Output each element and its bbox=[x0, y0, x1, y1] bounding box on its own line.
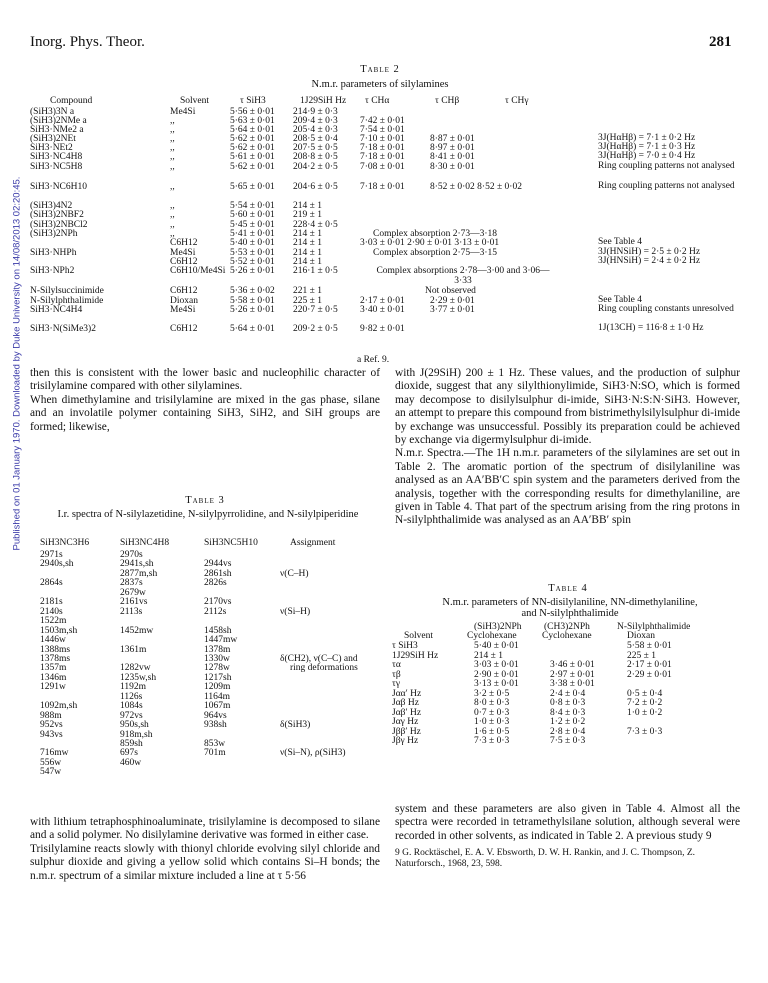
table4-solvent-cell: Dioxan bbox=[627, 631, 655, 641]
table2-cell: 7·08 ± 0·01 bbox=[360, 162, 405, 172]
table2-cell: Me4Si bbox=[170, 248, 196, 258]
table3-cell: 1291w bbox=[40, 682, 66, 693]
table3-cell: 943vs bbox=[40, 729, 63, 740]
table3-title: I.r. spectra of N-silylazetidine, N-silylpyrrolidine, and N-silylpiperidine bbox=[57, 509, 359, 520]
table2 bbox=[30, 96, 750, 361]
table2-cell: ,, bbox=[170, 210, 175, 220]
table3-cell: 2170vs bbox=[204, 597, 232, 608]
table2-cell: Ring coupling constants unresolved bbox=[598, 304, 734, 314]
table4-cell: 2·29 ± 0·01 bbox=[627, 669, 672, 680]
table4-cell: 2·90 ± 0·01 bbox=[474, 669, 519, 680]
table2-cell: (SiH3)2NBF2 bbox=[30, 210, 84, 220]
download-watermark: Published on 01 January 1970. Downloaded by Duke University on 14/08/2013 02:20:45. bbox=[11, 176, 23, 551]
table2-cell: SiH3·NC6H10 bbox=[30, 182, 88, 192]
table3-cell: 1446w bbox=[40, 635, 66, 646]
table4-cell: 1·0 ± 0·2 bbox=[627, 707, 663, 718]
table3-cell: 2161vs bbox=[120, 597, 148, 608]
table2-cell: 208·5 ± 0·4 bbox=[293, 134, 338, 144]
table2-footnote: a Ref. 9. bbox=[357, 355, 390, 365]
table2-cell: 5·62 ± 0·01 bbox=[230, 134, 275, 144]
table2-cell: 208·8 ± 0·5 bbox=[293, 152, 338, 162]
table3-cell: 1209m bbox=[204, 682, 231, 693]
table2-cell: 216·1 ± 0·5 bbox=[293, 266, 338, 276]
table4-cell: 225 ± 1 bbox=[627, 650, 656, 661]
table3-cell: 1458sh bbox=[204, 625, 232, 636]
table2-header-cell: τ CHγ bbox=[505, 96, 529, 106]
table4-cell: 2·4 ± 0·4 bbox=[550, 688, 586, 699]
table2-cell: C6H12 bbox=[170, 286, 198, 296]
table3-cell: 1164m bbox=[204, 691, 231, 702]
table2-cell: 214 ± 1 bbox=[293, 238, 322, 248]
table3-cell: 2140s bbox=[40, 606, 63, 617]
table4-cell: Jαγ Hz bbox=[392, 717, 419, 727]
table2-cell: ,, bbox=[170, 162, 175, 172]
table3-cell: 2837s bbox=[120, 578, 143, 589]
table2-cell: SiH3·NHPh bbox=[30, 248, 77, 258]
table2-cell: 220·7 ± 0·5 bbox=[293, 305, 338, 315]
table4-cell: 1·6 ± 0·5 bbox=[474, 726, 510, 737]
table3-cell: 2941s,sh bbox=[120, 559, 154, 570]
table4-cell: Jαβ′ Hz bbox=[392, 707, 422, 718]
table2-cell: 5·62 ± 0·01 bbox=[230, 162, 275, 172]
table2-cell: 7·42 ± 0·01 bbox=[360, 116, 405, 126]
table2-cell: 7·18 ± 0·01 bbox=[360, 182, 405, 192]
table4-cell: 7·3 ± 0·3 bbox=[474, 736, 510, 746]
table3-cell: 2864s bbox=[40, 578, 63, 589]
table2-cell: 2·17 ± 0·01 bbox=[360, 296, 405, 306]
table2-header-cell: τ SiH3 bbox=[240, 96, 266, 106]
table2-cell: Ring coupling patterns not analysed bbox=[598, 161, 735, 171]
table4-solvent-cell: Cyclohexane bbox=[467, 631, 517, 641]
right-column-text-top: with J(29SiH) 200 ± 1 Hz. These values, and the production of sulphur dioxide, suggest that any silylthionylimide, SiH3·N:SO, which is formed may decompose to disilylsulphur di-imide, SiH3·N:S:N·SiH3. However, an attempt to prepare this compound from bistrimethylsilylsulphur di-imide by exchange was unsuccessful. Possibly its preparation could be achieved by exchange via digermylsulphur di-imide. N.m.r. Spectra.—The 1H n.m.r. parameters of the silylamines are set out in Table 2. The aromatic portion of the spectrum of disilylaniline was analysed as an AA′BB′C spin system and the parameters derived from the analysis, together with the corresponding results for dimethylaniline, are given in Table 4. That part of the spectrum arising from the ring protons in N-silylphthalimide was analysed as an AA′BB′ spin bbox=[395, 367, 740, 527]
table2-cell: 9·82 ± 0·01 bbox=[360, 324, 405, 334]
table3-header-cell: SiH3NC5H10 bbox=[204, 538, 258, 548]
table4-cell: 8·0 ± 0·3 bbox=[474, 698, 510, 708]
table4-cell: 2·97 ± 0·01 bbox=[550, 669, 595, 680]
table2-cell: 5·40 ± 0·01 bbox=[230, 238, 275, 248]
table4-cell: Jαα′ Hz bbox=[392, 688, 422, 699]
table3-cell: 853w bbox=[204, 739, 226, 749]
table4-cell: 1J29SiH Hz bbox=[392, 650, 439, 661]
table3-cell: 2112s bbox=[204, 606, 227, 617]
table3-cell: 1217sh bbox=[204, 672, 232, 683]
table2-cell: SiH3·NC4H4 bbox=[30, 305, 83, 315]
table2-cell: 5·65 ± 0·01 bbox=[230, 182, 275, 192]
table2-cell: 3J(HαHβ) = 7·0 ± 0·4 Hz bbox=[598, 151, 696, 161]
table3-cell: 697s bbox=[120, 748, 138, 759]
table2-cell: SiH3·N(SiMe3)2 bbox=[30, 324, 96, 334]
table2-cell: 5·53 ± 0·01 bbox=[230, 248, 275, 258]
table2-label: Table 2 bbox=[360, 64, 400, 75]
table3-cell: 859sh bbox=[120, 739, 143, 749]
table2-cell: 3·40 ± 0·01 bbox=[360, 305, 405, 315]
table2-cell: (SiH3)2NEt bbox=[30, 134, 76, 144]
table2-cell: C6H10/Me4Si bbox=[170, 266, 226, 276]
table2-cell: 7·18 ± 0·01 bbox=[360, 152, 405, 162]
table2-cell: See Table 4 bbox=[598, 237, 643, 247]
table2-cell: 219 ± 1 bbox=[293, 210, 322, 220]
table2-cell: 3·77 ± 0·01 bbox=[430, 305, 475, 315]
table2-cell: 205·4 ± 0·3 bbox=[293, 125, 338, 135]
table3-cell: ν(Si–H) bbox=[280, 606, 311, 617]
table2-cell: 8·41 ± 0·01 bbox=[430, 152, 475, 162]
table2-cell: 3·03 ± 0·01 2·90 ± 0·01 3·13 ± 0·01 bbox=[360, 238, 500, 248]
table2-header-cell: Solvent bbox=[180, 96, 210, 106]
table4-cell: 1·2 ± 0·2 bbox=[550, 717, 586, 727]
table4-label: Table 4 bbox=[548, 583, 588, 594]
table2-cell: 204·6 ± 0·5 bbox=[293, 182, 338, 192]
table2-cell: 5·62 ± 0·01 bbox=[230, 143, 275, 153]
table2-cell: ,, bbox=[170, 116, 175, 126]
table2-cell: 214 ± 1 bbox=[293, 229, 322, 239]
table4-solvent-label: Solvent bbox=[404, 631, 434, 641]
table2-cell: (SiH3)2NPh bbox=[30, 229, 78, 239]
table4-cell: τγ bbox=[392, 679, 401, 689]
table3-cell: 1447mw bbox=[204, 635, 238, 646]
table3-cell: δ(SiH3) bbox=[280, 720, 311, 731]
table2-cell: 225 ± 1 bbox=[293, 296, 322, 306]
table2-cell: 3J(HNSiH) = 2·4 ± 0·2 Hz bbox=[598, 256, 701, 266]
table4-cell: 214 ± 1 bbox=[474, 650, 503, 661]
table2-cell: 228·4 ± 0·5 bbox=[293, 220, 338, 230]
table2-cell: ,, bbox=[170, 152, 175, 162]
table3-cell: 1126s bbox=[120, 691, 143, 702]
table3-cell: 547w bbox=[40, 767, 62, 778]
table2-cell: ,, bbox=[170, 229, 175, 239]
table2-cell: N-Silylsuccinimide bbox=[30, 286, 104, 296]
table2-cell: Ring coupling patterns not analysed bbox=[598, 181, 735, 191]
table2-header-cell: Compound bbox=[50, 96, 93, 106]
table2-cell: 5·56 ± 0·01 bbox=[230, 107, 275, 117]
running-head: Inorg. Phys. Theor. bbox=[30, 34, 145, 50]
table3-cell: 918m,sh bbox=[120, 729, 153, 740]
table3-label: Table 3 bbox=[185, 495, 225, 506]
table2-cell: 2·29 ± 0·01 bbox=[430, 296, 475, 306]
table4-cell: 3·46 ± 0·01 bbox=[550, 660, 595, 670]
table2-cell: 3J(HαHβ) = 7·1 ± 0·3 Hz bbox=[598, 142, 696, 152]
table3-cell: 2971s bbox=[40, 550, 63, 560]
table4-header-cell: (CH3)2NPh bbox=[544, 622, 590, 632]
table3-cell: 2679w bbox=[120, 587, 146, 598]
table3-cell: 716mw bbox=[40, 748, 69, 759]
table4-cell: 7·2 ± 0·2 bbox=[627, 698, 663, 708]
table2-cell: 3J(HαHβ) = 7·1 ± 0·2 Hz bbox=[598, 133, 696, 143]
table4-cell: 2·8 ± 0·4 bbox=[550, 726, 586, 737]
table2-cell: ,, bbox=[170, 125, 175, 135]
table2-cell: 209·2 ± 0·5 bbox=[293, 324, 338, 334]
table2-cell: SiH3·NPh2 bbox=[30, 266, 75, 276]
table2-cell: 5·41 ± 0·01 bbox=[230, 229, 275, 239]
table4-solvent-cell: Cyclohexane bbox=[542, 631, 592, 641]
table3-header-cell: SiH3NC3H6 bbox=[40, 538, 90, 548]
table2-cell: Me4Si bbox=[170, 305, 196, 315]
table3 bbox=[32, 538, 382, 785]
table3-cell: 1346m bbox=[40, 672, 67, 683]
table2-cell: 7·10 ± 0·01 bbox=[360, 134, 405, 144]
table2-cell: 5·60 ± 0·01 bbox=[230, 210, 275, 220]
table2-cell: 5·45 ± 0·01 bbox=[230, 220, 275, 230]
table2-cell: SiH3·NC4H8 bbox=[30, 152, 83, 162]
table3-cell: 2861sh bbox=[204, 568, 232, 579]
table2-cell: 5·36 ± 0·02 bbox=[230, 286, 275, 296]
table2-cell: 207·5 ± 0·5 bbox=[293, 143, 338, 153]
table3-cell: ν(Si–N), ρ(SiH3) bbox=[280, 748, 346, 759]
table4-cell: 1·0 ± 0·3 bbox=[474, 717, 510, 727]
table3-cell: 2940s,sh bbox=[40, 559, 74, 570]
table2-cell: 221 ± 1 bbox=[293, 286, 322, 296]
table4-title: N.m.r. parameters of NN-disilylaniline, NN-dimethylaniline, and N-silylphthalimide bbox=[442, 597, 698, 619]
table3-cell: 1092m,sh bbox=[40, 701, 78, 712]
table2-cell: Complex absorption 2·73—3·18 bbox=[373, 229, 498, 239]
page-number: 281 bbox=[709, 34, 732, 50]
table3-cell: 1192m bbox=[120, 682, 147, 693]
table4 bbox=[392, 622, 742, 782]
table4-cell: 3·38 ± 0·01 bbox=[550, 679, 595, 689]
table3-cell: 1357m bbox=[40, 663, 67, 674]
table2-cell: 214 ± 1 bbox=[293, 257, 322, 267]
table3-cell: 2113s bbox=[120, 606, 143, 617]
table3-cell: 972vs bbox=[120, 710, 143, 721]
table3-cell: 2944vs bbox=[204, 559, 232, 570]
table3-cell: 2826s bbox=[204, 578, 227, 589]
table3-header-cell: Assignment bbox=[290, 538, 336, 548]
table2-cell: 5·61 ± 0·01 bbox=[230, 152, 275, 162]
right-column-text-bottom: system and these parameters are also given in Table 4. Almost all the spectra were recorded in tetramethylsilane solution, although several were recorded in other solvents, as indicated in Table 2. A previous study 9 bbox=[395, 803, 740, 842]
table2-cell: SiH3·NMe2 a bbox=[30, 125, 84, 135]
table2-cell: 8·30 ± 0·01 bbox=[430, 162, 475, 172]
table2-cell: 8·52 ± 0·02 8·52 ± 0·02 bbox=[430, 182, 522, 192]
table2-cell: 8·87 ± 0·01 bbox=[430, 134, 475, 144]
table4-cell: τ SiH3 bbox=[392, 641, 418, 651]
table3-cell: 1235w,sh bbox=[120, 672, 157, 683]
table2-cell: Me4Si bbox=[170, 107, 196, 117]
table2-cell: 5·63 ± 0·01 bbox=[230, 116, 275, 126]
table2-cell: 3J(HNSiH) = 2·5 ± 0·2 Hz bbox=[598, 247, 701, 257]
table3-cell: 556w bbox=[40, 757, 62, 768]
table2-cell: Dioxan bbox=[170, 296, 198, 306]
table4-cell: 3·03 ± 0·01 bbox=[474, 660, 519, 670]
table4-cell: 7·5 ± 0·3 bbox=[550, 736, 586, 746]
table3-cell: 701m bbox=[204, 748, 226, 759]
table3-cell: 1452mw bbox=[120, 625, 154, 636]
table3-cell: ring deformations bbox=[290, 663, 358, 674]
table4-cell: Jββ′ Hz bbox=[392, 726, 421, 737]
table2-cell: ,, bbox=[170, 201, 175, 211]
table2-header-cell: 1J29SiH Hz bbox=[300, 96, 347, 106]
table3-cell: 2877m,sh bbox=[120, 568, 158, 579]
table3-cell: 1084s bbox=[120, 701, 143, 712]
table3-cell: 2181s bbox=[40, 597, 63, 608]
table2-cell: 5·52 ± 0·01 bbox=[230, 257, 275, 267]
table2-cell: N-Silylphthalimide bbox=[30, 296, 104, 306]
table3-cell: ν(C–H) bbox=[280, 568, 309, 579]
table3-cell: 1067m bbox=[204, 701, 231, 712]
table2-cell: 214·9 ± 0·3 bbox=[293, 107, 338, 117]
table2-cell: 1J(13CH) = 116·8 ± 1·0 Hz bbox=[598, 323, 704, 333]
table3-cell: 1282vw bbox=[120, 663, 151, 674]
table4-cell: 2·17 ± 0·01 bbox=[627, 660, 672, 670]
table2-cell: (SiH3)2NBCl2 bbox=[30, 220, 88, 230]
table3-cell: 952vs bbox=[40, 720, 63, 731]
table3-cell: 2970s bbox=[120, 550, 143, 560]
table2-cell: ,, bbox=[170, 143, 175, 153]
table2-cell: C6H12 bbox=[170, 238, 198, 248]
table2-cell: C6H12 bbox=[170, 324, 198, 334]
table3-cell: 988m bbox=[40, 710, 62, 721]
table4-cell: 0·7 ± 0·3 bbox=[474, 707, 510, 718]
table4-cell: 0·5 ± 0·4 bbox=[627, 688, 663, 699]
table4-cell: Jβγ Hz bbox=[392, 736, 419, 746]
table2-cell: (SiH3)4N2 bbox=[30, 201, 73, 211]
table3-cell: 1278w bbox=[204, 663, 230, 674]
left-column-text-bottom: with lithium tetraphosphinoaluminate, trisilylamine is decomposed to silane and a solid polymer. No disilylamine derivative was formed in either case. Trisilylamine reacts slowly with thionyl chloride evolving silyl chloride and sulphur dioxide and giving a yellow solid which contains Si–H bonds; the n.m.r. spectrum of a similar mixture included a line at τ 5·56 bbox=[30, 816, 380, 882]
table3-cell: 1388ms bbox=[40, 644, 71, 655]
table3-cell: 950s,sh bbox=[120, 720, 149, 731]
table3-cell: 1361m bbox=[120, 644, 147, 655]
table2-cell: SiH3·NEt2 bbox=[30, 143, 73, 153]
table2-cell: 7·18 ± 0·01 bbox=[360, 143, 405, 153]
table2-cell: 214 ± 1 bbox=[293, 201, 322, 211]
table4-cell: 3·13 ± 0·01 bbox=[474, 679, 519, 689]
table2-cell: 5·54 ± 0·01 bbox=[230, 201, 275, 211]
table2-cell: 204·2 ± 0·5 bbox=[293, 162, 338, 172]
table2-cell: 7·54 ± 0·01 bbox=[360, 125, 405, 135]
table3-cell: 460w bbox=[120, 757, 142, 768]
table3-cell: 938sh bbox=[204, 720, 227, 731]
table4-cell: τβ bbox=[392, 669, 401, 680]
table4-cell: τα bbox=[392, 660, 401, 670]
table4-cell: 7·3 ± 0·3 bbox=[627, 726, 663, 737]
table2-cell: 5·58 ± 0·01 bbox=[230, 296, 275, 306]
table3-cell: δ(CH2), ν(C–C) and bbox=[280, 653, 358, 664]
table2-cell: 5·26 ± 0·01 bbox=[230, 305, 275, 315]
table2-cell: (SiH3)2NMe a bbox=[30, 116, 87, 126]
table4-header-cell: (SiH3)2NPh bbox=[474, 622, 522, 632]
table2-cell: 5·64 ± 0·01 bbox=[230, 125, 275, 135]
table2-cell: 8·97 ± 0·01 bbox=[430, 143, 475, 153]
table2-cell: ,, bbox=[170, 182, 175, 192]
table4-cell: Jαβ Hz bbox=[392, 698, 419, 708]
table4-cell: 5·58 ± 0·01 bbox=[627, 641, 672, 651]
table2-header-cell: τ CHα bbox=[365, 96, 390, 106]
table3-cell: 1522m bbox=[40, 616, 67, 627]
table2-cell: ,, bbox=[170, 134, 175, 144]
table4-header-cell: N-Silylphthalimide bbox=[617, 622, 691, 632]
table4-cell: 0·8 ± 0·3 bbox=[550, 698, 586, 708]
table2-cell: 214 ± 1 bbox=[293, 248, 322, 258]
table2-cell: 5·26 ± 0·01 bbox=[230, 266, 275, 276]
table2-header-cell: τ CHβ bbox=[435, 96, 460, 106]
table4-cell: 5·40 ± 0·01 bbox=[474, 641, 519, 651]
left-column-text-top: then this is consistent with the lower basic and nucleophilic character of trisilylamine compared with other silylamines. When dimethylamine and trisilylamine are mixed in the gas phase, silane and an involatile polymer containing SiH3, SiH2, and SiH groups are formed; likewise, bbox=[30, 367, 380, 433]
table2-cell: C6H12 bbox=[170, 257, 198, 267]
table2-cell: ,, bbox=[170, 220, 175, 230]
table4-cell: 8·4 ± 0·3 bbox=[550, 707, 586, 718]
table2-cell: SiH3·NC5H8 bbox=[30, 162, 83, 172]
footnote-9: 9 G. Rocktäschel, E. A. V. Ebsworth, D. W. H. Rankin, and J. C. Thompson, Z. Naturforsch., 1968, 23, 598. bbox=[395, 848, 696, 869]
table2-cell: 209·4 ± 0·3 bbox=[293, 116, 338, 126]
table2-cell: See Table 4 bbox=[598, 295, 643, 305]
table4-cell: 3·2 ± 0·5 bbox=[474, 688, 510, 699]
table2-cell: 5·64 ± 0·01 bbox=[230, 324, 275, 334]
table3-cell: 1330w bbox=[204, 653, 230, 664]
table2-cell: (SiH3)3N a bbox=[30, 107, 75, 117]
table3-header-cell: SiH3NC4H8 bbox=[120, 538, 170, 548]
table3-cell: 964vs bbox=[204, 710, 227, 721]
table2-cell: Complex absorption 2·75—3·15 bbox=[373, 248, 498, 258]
table3-cell: 1503m,sh bbox=[40, 625, 78, 636]
table2-cell: Complex absorptions 2·78—3·00 and 3·06—3·33 bbox=[376, 266, 550, 286]
table3-cell: 1378ms bbox=[40, 653, 71, 664]
table3-cell: 1378m bbox=[204, 644, 231, 655]
table2-cell: Not observed bbox=[425, 286, 476, 296]
table2-title: N.m.r. parameters of silylamines bbox=[311, 79, 449, 90]
